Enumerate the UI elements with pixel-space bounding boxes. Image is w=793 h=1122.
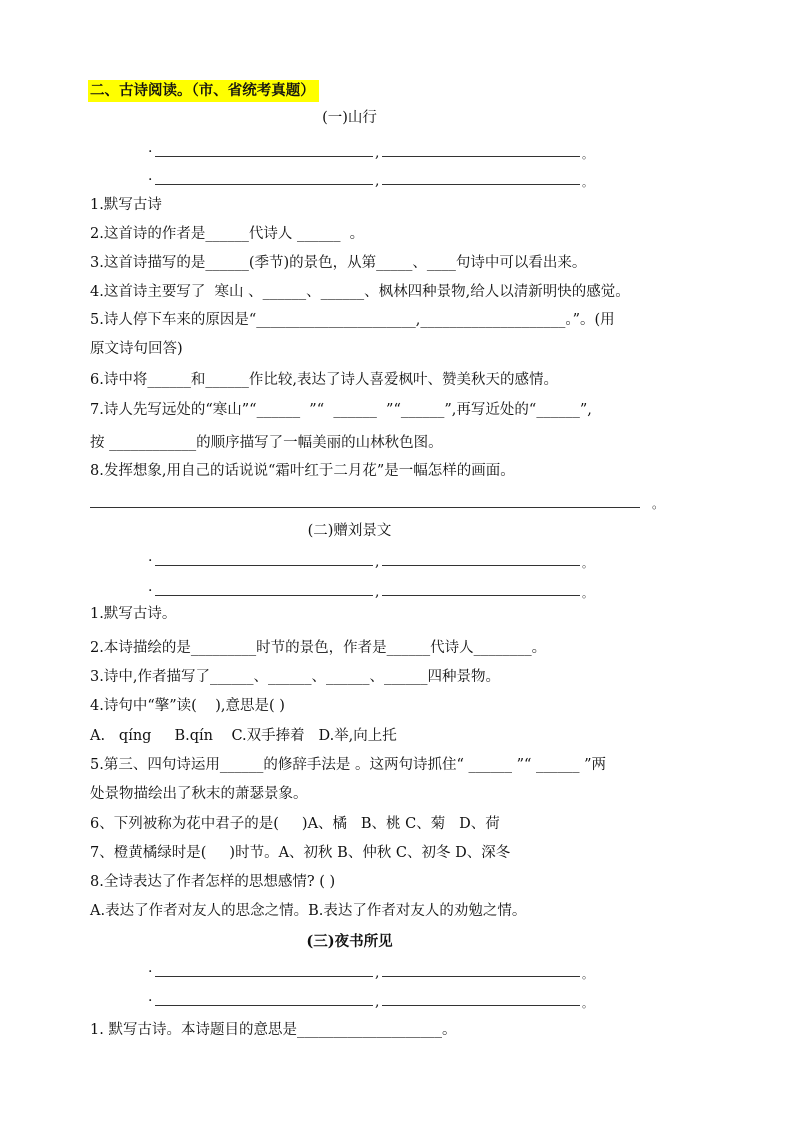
comma: , [375,145,380,161]
answer-line[interactable] [90,507,640,508]
comma: , [375,554,380,570]
question: 3.诗中,作者描写了______、______、______、______四种景物。 [90,669,500,685]
poem-blank-line[interactable] [148,962,593,982]
question: 8.全诗表达了作者怎样的思想感情? ( ) [90,874,336,890]
poem-title-text: (一)山行 [322,110,377,126]
dot: · [148,553,153,569]
dot: · [148,144,153,160]
dot: · [148,964,153,980]
question: 按 ____________的顺序描写了一幅美丽的山林秋色图。 [90,435,443,451]
question: 4.诗句中“擎”读( ),意思是( ) [90,698,285,714]
question: 5.第三、四句诗运用______的修辞手法是 。这两句诗抓住“ ______ ”“ ______ ”两 [90,757,607,773]
poem-blank-line[interactable] [148,581,593,601]
period: 。 [582,148,593,161]
poem-blank-line[interactable] [148,142,593,162]
comma: , [375,994,380,1010]
question: 1.默写古诗。 [90,606,177,622]
question: 2.本诗描绘的是_________时节的景色，作者是______代诗人________。 [90,640,547,656]
question: 6、下列被称为花中君子的是( )A、橘 B、桃 C、菊 D、荷 [90,816,500,832]
question: 处景物描绘出了秋末的萧瑟景象。 [90,786,308,802]
comma: , [375,173,380,189]
dot: · [148,172,153,188]
period: 。 [582,968,593,981]
question: 2.这首诗的作者是______代诗人 ______ 。 [90,226,365,242]
period: 。 [582,587,593,600]
poem-blank-line[interactable] [148,170,593,190]
poem-blank-line[interactable] [148,551,593,571]
question: A. qíng B.qín C.双手捧着 D.举,向上托 [90,728,397,744]
question: 6.诗中将______和______作比较,表达了诗人喜爱枫叶、赞美秋天的感情。 [90,372,558,388]
poem-title-text: (二)赠刘景文 [307,523,392,539]
poem-title [0,108,793,128]
question: 7.诗人先写远处的“寒山”“______ ”“ ______ ”“______”,再写近处的“______”, [90,402,592,418]
question: 7、橙黄橘绿时是( )时节。A、初秋 B、仲秋 C、初冬 D、深冬 [90,845,511,861]
question: A.表达了作者对友人的思念之情。B.表达了作者对友人的劝勉之情。 [90,903,527,919]
question: 8.发挥想象,用自己的话说说“霜叶红于二月花”是一幅怎样的画面。 [90,463,515,479]
period: 。 [582,997,593,1010]
poem-title [0,521,793,541]
comma: , [375,584,380,600]
dot: · [148,993,153,1009]
poem-title [0,932,793,952]
question: 5.诗人停下车来的原因是“______________________,____________________。”。(用 [90,312,615,328]
poem-blank-line[interactable] [148,991,593,1011]
period: 。 [582,176,593,189]
question: 1.默写古诗 [90,197,162,213]
section-header: 二、古诗阅读。（市、省统考真题） [88,80,319,102]
question: 4.这首诗主要写了 寒山 、______、______、枫林四种景物,给人以清新明快的感觉。 [90,284,630,300]
period: 。 [652,497,665,511]
question: 原文诗句回答) [90,341,183,357]
comma: , [375,965,380,981]
poem-title-text: (三)夜书所见 [306,933,393,950]
question: 1. 默写古诗。本诗题目的意思是____________________。 [90,1022,457,1038]
question: 3.这首诗描写的是______(季节)的景色，从第_____、____句诗中可以看出来。 [90,255,587,271]
dot: · [148,583,153,599]
period: 。 [582,557,593,570]
